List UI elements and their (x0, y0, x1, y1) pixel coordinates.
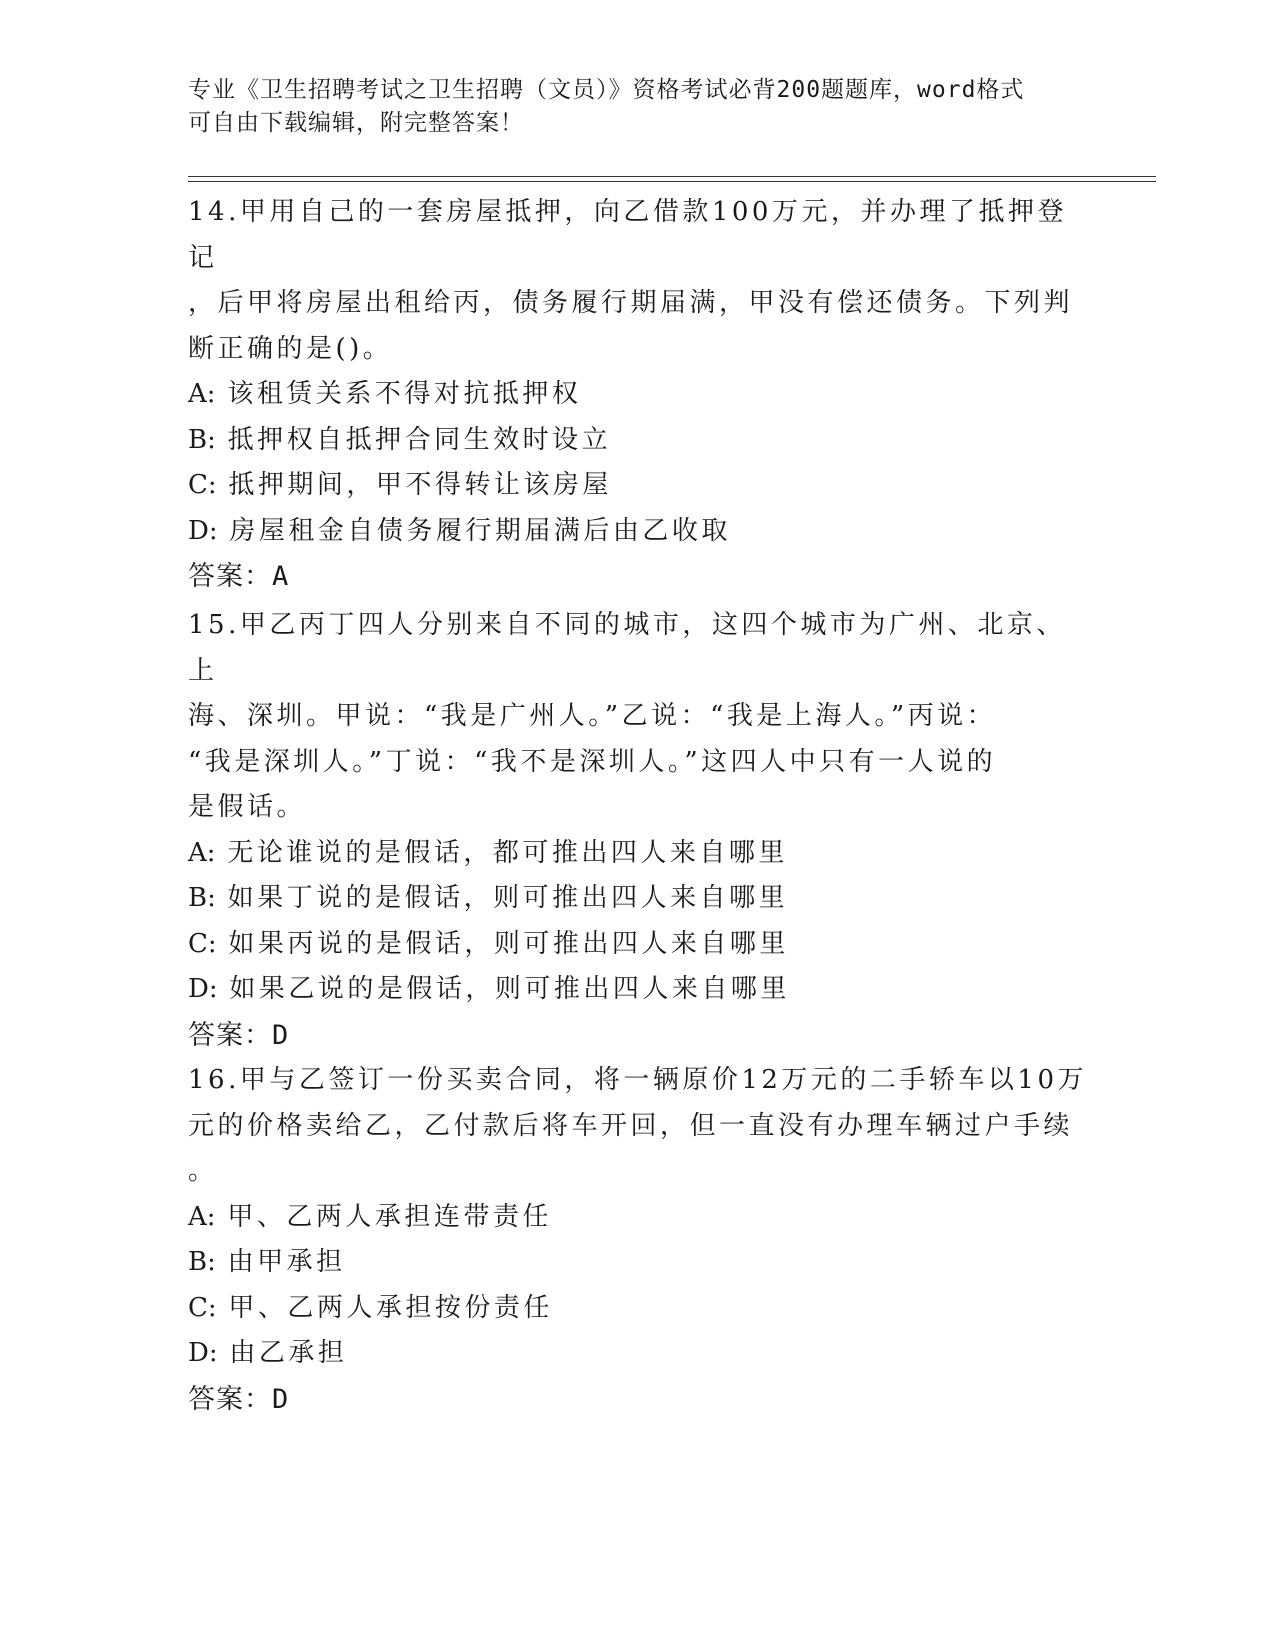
option-b (188, 876, 1088, 922)
option-letter: D: (188, 1338, 218, 1368)
stem-line: 16.甲与乙签订一份买卖合同，将一辆原价12万元的二手轿车以10万 (188, 1065, 1088, 1095)
option-text: 房屋租金自债务履行期届满后由乙收取 (229, 515, 731, 546)
option-letter: B: (188, 424, 216, 455)
answer-label: 答案： (188, 1383, 272, 1415)
option-a (188, 1195, 1088, 1241)
question-14 (188, 190, 1088, 600)
option-letter: D: (188, 974, 218, 1004)
option-letter: C: (188, 1292, 217, 1323)
option-letter: B: (188, 883, 216, 913)
answer-label: 答案： (188, 561, 272, 592)
option-a (188, 831, 1088, 877)
question-16 (188, 1058, 1088, 1422)
header-divider-top (188, 176, 1156, 177)
option-text: 甲、乙两人承担连带责任 (227, 1201, 552, 1232)
option-text: 由甲承担 (227, 1247, 346, 1277)
header-line-2: 可自由下载编辑，附完整答案！ (188, 110, 524, 136)
option-letter: A: (188, 837, 216, 868)
option-text: 甲、乙两人承担按份责任 (228, 1292, 553, 1323)
option-letter: C: (188, 928, 217, 959)
answer-line (188, 554, 1088, 600)
option-text: 由乙承担 (229, 1338, 348, 1368)
option-list (188, 372, 1088, 554)
option-letter: A: (188, 379, 216, 409)
answer-label: 答案： (188, 1019, 272, 1051)
stem-line: 断正确的是()。 (188, 333, 393, 364)
answer-value: A (272, 561, 290, 592)
option-c (188, 1286, 1088, 1332)
answer-line (188, 1013, 1088, 1059)
option-list (188, 831, 1088, 1013)
option-text: 如果丙说的是假话，则可推出四人来自哪里 (228, 928, 789, 959)
option-b (188, 1240, 1088, 1286)
option-letter: D: (188, 515, 218, 546)
answer-line (188, 1377, 1088, 1423)
option-d (188, 1331, 1088, 1377)
stem-line: “我是深圳人。”丁说：“我不是深圳人。”这四人中只有一人说的 (188, 746, 997, 777)
option-d (188, 967, 1088, 1013)
option-text: 抵押期间，甲不得转让该房屋 (228, 470, 612, 500)
header-line-1: 专业《卫生招聘考试之卫生招聘（文员）》资格考试必背200题题库，word格式 (188, 77, 1025, 103)
option-a (188, 372, 1088, 418)
option-text: 如果丁说的是假话，则可推出四人来自哪里 (227, 883, 789, 913)
option-b (188, 418, 1088, 464)
question-stem (188, 1058, 1088, 1195)
document-header (188, 74, 1088, 140)
option-text: 该租赁关系不得对抗抵押权 (227, 379, 582, 409)
option-text: 抵押权自抵押合同生效时设立 (227, 424, 612, 455)
stem-line: 元的价格卖给乙，乙付款后将车开回，但一直没有办理车辆过户手续 (188, 1110, 1074, 1141)
stem-line: 。 (188, 1156, 218, 1186)
option-letter: A: (188, 1201, 216, 1232)
option-text: 如果乙说的是假话，则可推出四人来自哪里 (229, 974, 790, 1004)
question-stem (188, 603, 1088, 831)
option-letter: B: (188, 1247, 216, 1277)
option-letter: C: (188, 470, 217, 500)
stem-line: ，后甲将房屋出租给丙，债务履行期届满，甲没有偿还债务。下列判 (188, 288, 1074, 318)
option-c (188, 922, 1088, 968)
question-15 (188, 603, 1088, 1058)
option-d (188, 509, 1088, 555)
stem-line: 15.甲乙丙丁四人分别来自不同的城市，这四个城市为广州、北京、上 (188, 610, 1066, 686)
stem-line: 是假话。 (188, 792, 307, 822)
option-list (188, 1195, 1088, 1377)
option-c (188, 463, 1088, 509)
stem-line: 海、深圳。甲说：“我是广州人。”乙说：“我是上海人。”丙说： (188, 701, 997, 731)
question-stem (188, 190, 1088, 372)
answer-value: D (272, 1019, 290, 1051)
header-divider-bottom (188, 181, 1156, 182)
stem-line: 14.甲用自己的一套房屋抵押，向乙借款100万元，并办理了抵押登记 (188, 197, 1067, 273)
answer-value: D (272, 1383, 290, 1415)
option-text: 无论谁说的是假话，都可推出四人来自哪里 (227, 837, 788, 868)
